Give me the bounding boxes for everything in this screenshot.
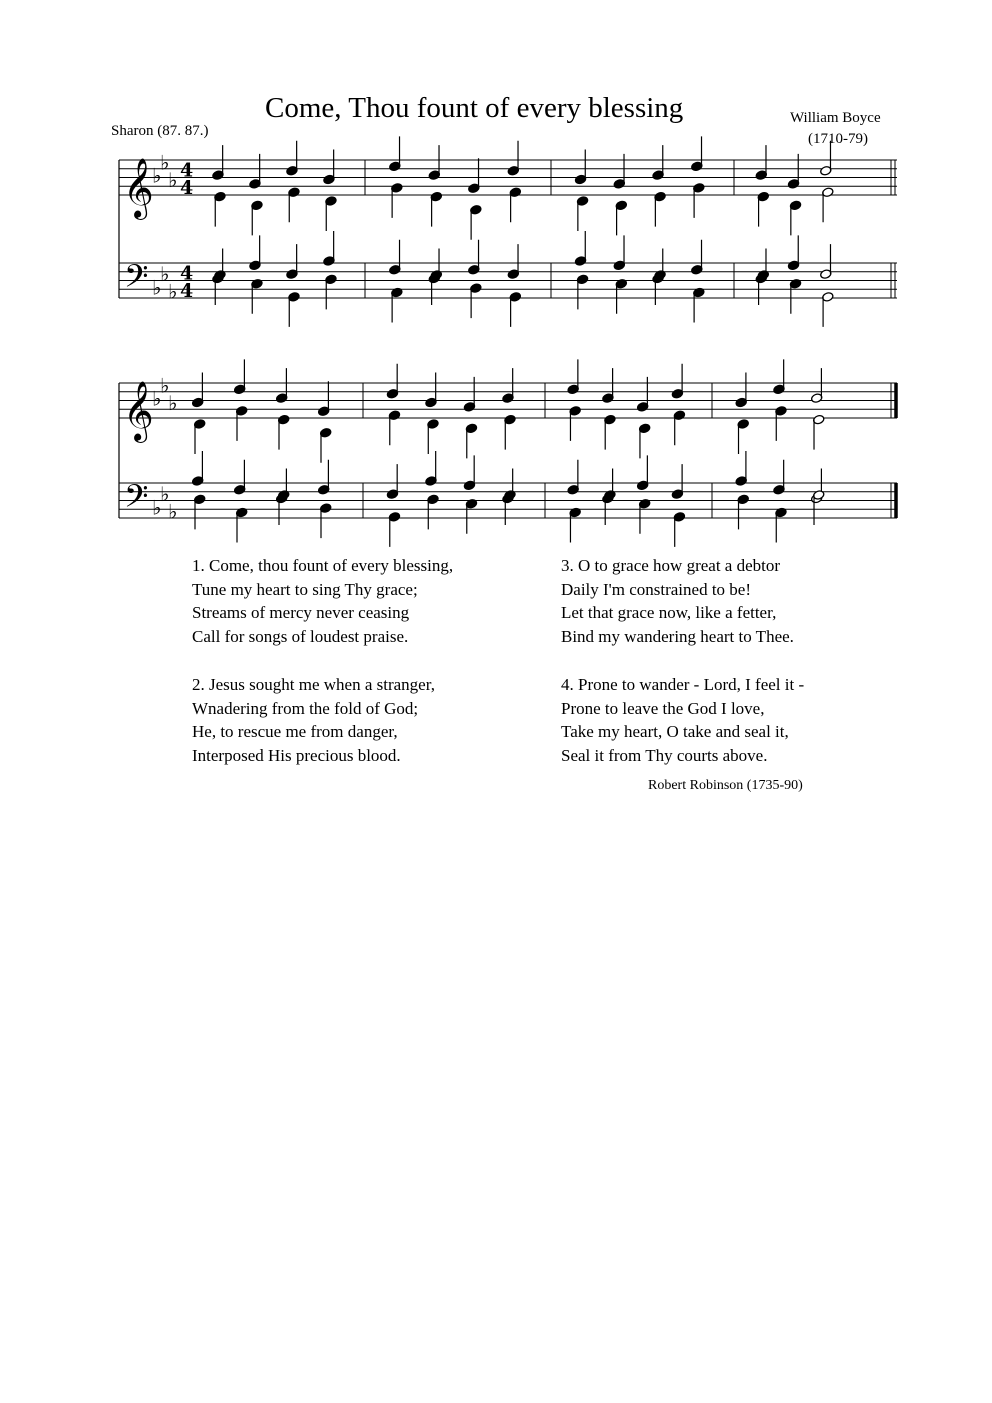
- flat-icon: ♭: [160, 373, 170, 398]
- verse-line: Wnadering from the fold of God;: [192, 698, 419, 718]
- composer-name: William Boyce: [790, 110, 881, 126]
- flat-icon: ♭: [152, 275, 162, 300]
- verse-line: Prone to leave the God I love,: [561, 698, 765, 718]
- time-signature-bottom: 4: [180, 177, 194, 199]
- verse-line: He, to rescue me from danger,: [192, 722, 398, 742]
- bass-clef-icon: 𝄢: [124, 258, 149, 302]
- verse-1: [192, 554, 453, 648]
- verse-line: Take my heart, O take and seal it,: [561, 722, 789, 742]
- verse-line: Let that grace now, like a fetter,: [561, 603, 777, 623]
- flat-icon: ♭: [168, 279, 178, 304]
- verse-4: [561, 673, 804, 767]
- flat-icon: ♭: [168, 390, 178, 415]
- composer-dates: (1710-79): [808, 131, 868, 147]
- verse-line: 4. Prone to wander - Lord, I feel it -: [561, 675, 805, 694]
- time-signature-top: 4: [180, 262, 194, 285]
- music-score: [0, 0, 992, 560]
- verse-line: Bind my wandering heart to Thee.: [561, 626, 794, 646]
- verse-line: Interposed His precious blood.: [192, 745, 401, 765]
- text-author: Robert Robinson (1735-90): [648, 778, 803, 793]
- bass-clef-icon: 𝄢: [124, 478, 149, 522]
- verse-line: 3. O to grace how great a debtor: [561, 556, 781, 575]
- hymn-title: Come, Thou fount of every blessing: [265, 92, 684, 124]
- treble-clef-icon: 𝄞: [123, 158, 154, 218]
- flat-icon: ♭: [152, 495, 162, 520]
- flat-icon: ♭: [152, 163, 162, 188]
- tune-name: Sharon (87. 87.): [111, 123, 209, 139]
- flat-icon: ♭: [160, 482, 170, 507]
- flat-icon: ♭: [160, 262, 170, 287]
- verse-line: 1. Come, thou fount of every blessing,: [192, 556, 454, 575]
- verse-line: Daily I'm constrained to be!: [561, 579, 752, 599]
- verse-2: [192, 673, 435, 767]
- flat-icon: ♭: [152, 386, 162, 411]
- treble-clef-icon: 𝄞: [123, 381, 154, 441]
- verse-line: Call for songs of loudest praise.: [192, 626, 409, 646]
- time-signature-top: 4: [180, 159, 194, 182]
- time-signature-bottom: 4: [180, 280, 194, 302]
- flat-icon: ♭: [168, 499, 178, 524]
- verse-line: 2. Jesus sought me when a stranger,: [192, 675, 435, 694]
- verse-3: [561, 554, 794, 648]
- verse-line: Tune my heart to sing Thy grace;: [192, 579, 418, 599]
- flat-icon: ♭: [168, 167, 178, 192]
- verse-line: Streams of mercy never ceasing: [192, 603, 410, 623]
- flat-icon: ♭: [160, 150, 170, 175]
- verse-line: Seal it from Thy courts above.: [561, 745, 768, 765]
